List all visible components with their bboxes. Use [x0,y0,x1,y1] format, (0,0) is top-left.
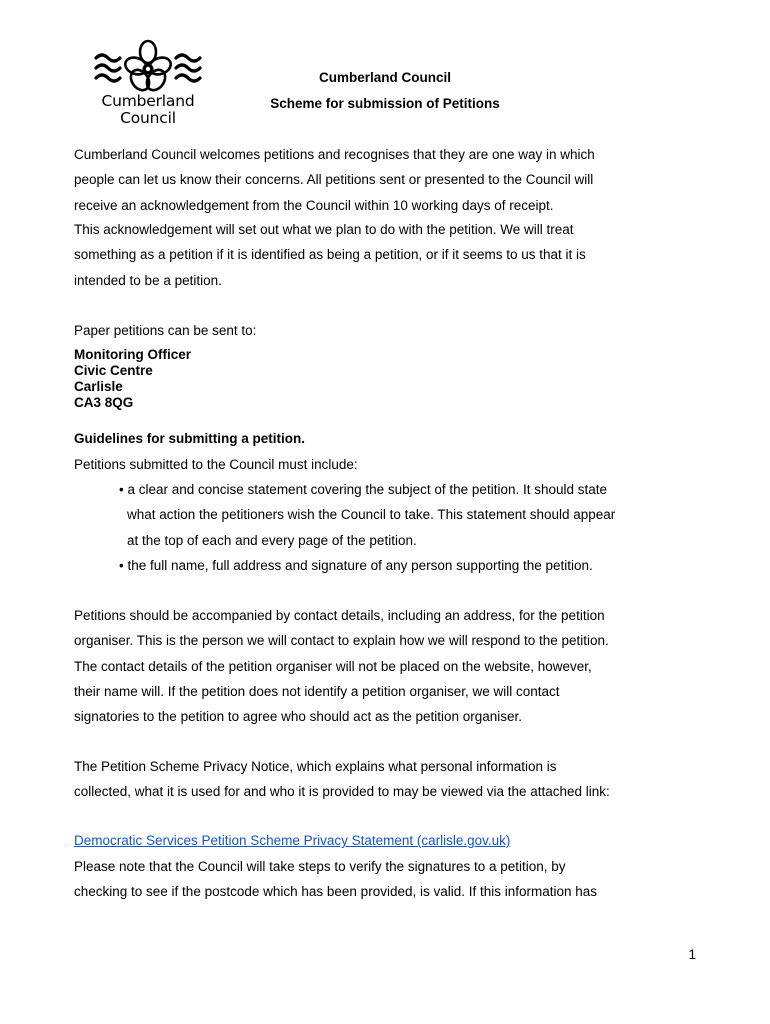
intro-line-2: people can let us know their concerns. All petitions sent or presented to the Council will [74,172,594,188]
address-line-4: CA3 8QG [74,395,134,410]
address-line-1: Monitoring Officer [74,347,191,362]
verify-line-1: Please note that the Council will take steps to verify the signatures to a petition, by [74,859,566,874]
address-line-3: Carlisle [74,379,123,394]
forget-me-not-flower-icon [92,38,210,94]
organiser-line-3: The contact details of the petition organiser will not be placed on the website, however, [74,658,592,674]
organiser-line-1: Petitions should be accompanied by contact details, including an address, for the petition [74,608,605,623]
page-number: 1 [688,947,696,962]
intro-line-4: This acknowledgement will set out what we plan to do with the petition. We will treat [74,222,574,237]
acknowledgement-paragraph [74,217,714,293]
organiser-line-2: organiser. This is the person we will contact to explain how we will respond to the petition. [74,633,609,649]
verification-paragraph [74,854,714,905]
intro-line-6: intended to be a petition. [74,272,222,288]
logo-text-line1: Cumberland [101,92,195,110]
organiser-line-5: signatories to the petition to agree who should act as the petition organiser. [74,709,523,725]
address-line-2: Civic Centre [74,363,153,378]
address-block [74,347,191,411]
privacy-line-2: collected, what it is used for and who it is provided to may be viewed via the attached link: [74,784,610,800]
intro-line-3: receive an acknowledgement from the Council within 10 working days of receipt. [74,197,554,213]
guidelines-heading: Guidelines for submitting a petition. [74,431,306,446]
guideline-bullet-1 [119,477,709,553]
intro-paragraph [74,142,714,218]
privacy-statement-link[interactable]: Democratic Services Petition Scheme Privacy Statement (carlisle.gov.uk) [74,833,511,848]
guidelines-lead: Petitions submitted to the Council must include: [74,457,358,472]
intro-line-5: something as a petition if it is identified as being a petition, or if it seems to us that it is [74,247,586,263]
privacy-paragraph [74,754,714,805]
document-subtitle: Scheme for submission of Petitions [270,96,500,111]
privacy-line-1: The Petition Scheme Privacy Notice, which explains what personal information is [74,759,557,774]
organiser-paragraph [74,603,714,729]
logo-text-line2: Council [120,109,176,127]
document-title: Cumberland Council [318,70,451,85]
bullet-1-line-1: • a clear and concise statement covering the subject of the petition. It should state [119,482,608,497]
bullet-1-line-3: at the top of each and every page of the petition. [127,532,417,548]
paper-petitions-lead: Paper petitions can be sent to: [74,323,257,338]
guideline-bullet-2: • the full name, full address and signature of any person supporting the petition. [119,558,593,573]
organiser-line-4: their name will. If the petition does not identify a petition organiser, we will contact [74,683,560,699]
verify-line-2: checking to see if the postcode which has been provided, is valid. If this information has [74,884,598,900]
intro-line-1: Cumberland Council welcomes petitions and recognises that they are one way in which [74,147,595,162]
bullet-1-line-2: what action the petitioners wish the Council to take. This statement should appear [127,507,616,523]
